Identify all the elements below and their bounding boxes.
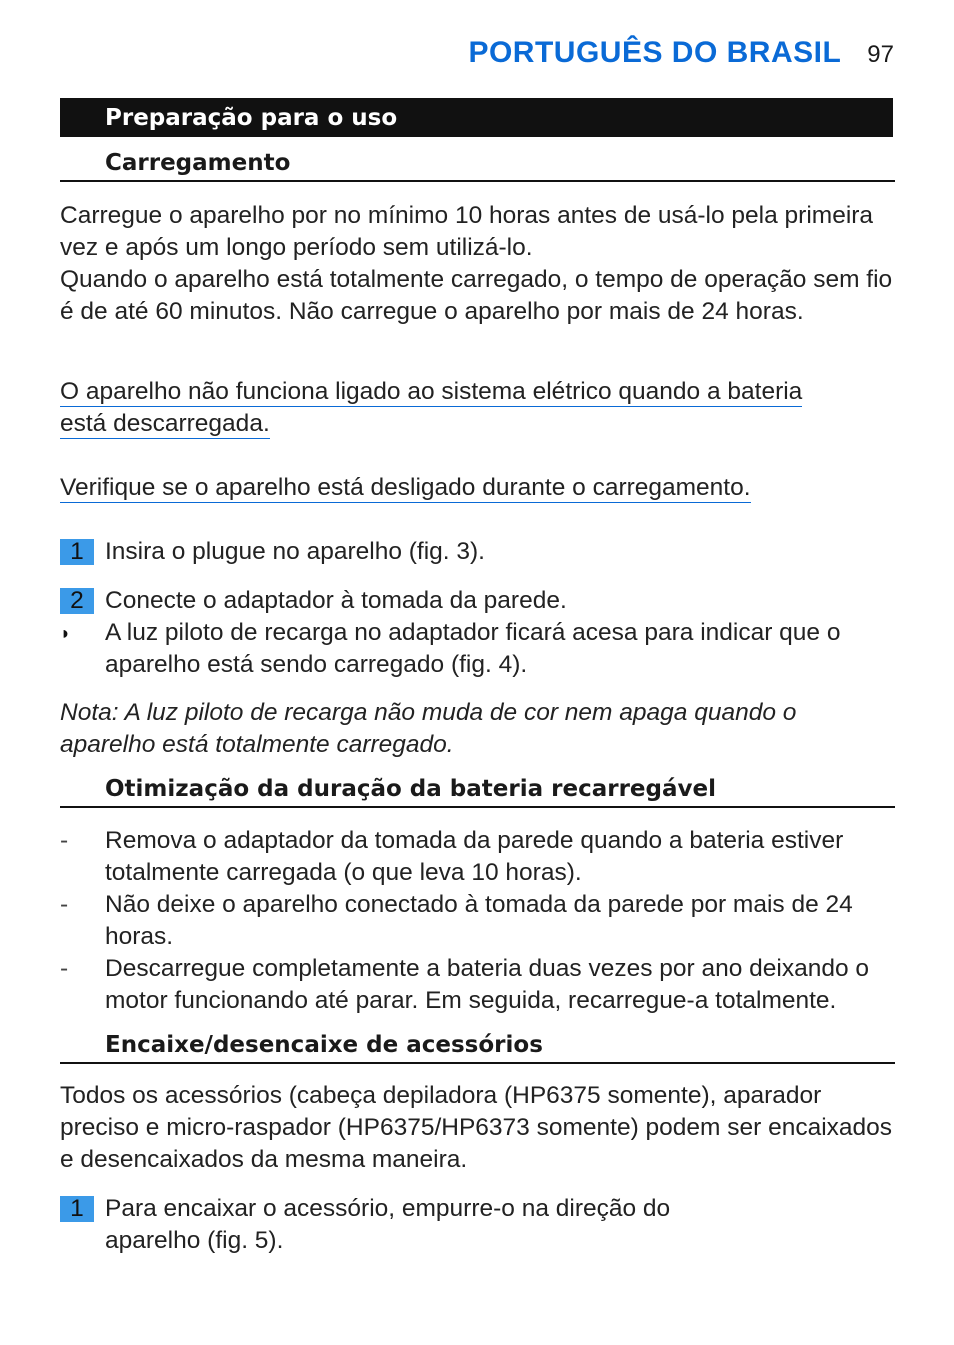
charging-para-1: Carregue o aparelho por no mínimo 10 horas antes de usá-lo pela primeira vez e após um longo período sem utilizá-lo. (60, 202, 874, 261)
list-item (60, 953, 895, 1017)
attach-step-1-line-1: Para encaixar o acessório, empurre-o na direção do (105, 1195, 671, 1222)
warning-1-line-1: O aparelho não funciona ligado ao sistema elétrico quando a bateria (60, 378, 803, 405)
warning-1-line-2: está descarregada. (60, 410, 270, 437)
step-2-text: Conecte o adaptador à tomada da parede. (105, 587, 567, 614)
step-2 (60, 585, 895, 617)
list-item-text: Não deixe o aparelho conectado à tomada da parede por mais de 24 horas. (105, 891, 853, 950)
attach-step-1-line-2: aparelho (fig. 5). (105, 1227, 284, 1254)
list-item (60, 889, 895, 953)
attach-heading (60, 1032, 895, 1064)
step-number-box: 2 (60, 588, 94, 614)
optimize-heading (60, 776, 895, 808)
attach-step-1-text (105, 1193, 670, 1257)
dash-marker: - (60, 891, 69, 918)
step-2-result (60, 617, 895, 681)
warning-2-text: Verifique se o aparelho está desligado durante o carregamento. (60, 474, 751, 501)
charging-heading-text: Carregamento (105, 150, 291, 176)
list-item-text: Descarregue completamente a bateria duas vezes por ano deixando o motor funcionando até parar. Em seguida, recarregue-a totalmente. (105, 955, 870, 1014)
step-2-result-text: A luz piloto de recarga no adaptador ficará acesa para indicar que o aparelho está sendo carregado (fig. 4). (105, 619, 841, 678)
charging-para-2: Quando o aparelho está totalmente carregado, o tempo de operação sem fio é de até 60 minutos. Não carregue o aparelho por mais de 24 horas. (60, 266, 893, 325)
step-number-box: 1 (60, 1196, 94, 1222)
language-title: PORTUGUÊS DO BRASIL (468, 36, 842, 69)
section-title: Preparação para o uso (105, 104, 398, 131)
dash-marker: - (60, 827, 69, 854)
dash-marker: - (60, 955, 69, 982)
list-item (60, 825, 895, 889)
list-item-text: Remova o adaptador da tomada da parede quando a bateria estiver totalmente carregada (o que leva 10 horas). (105, 827, 844, 886)
warning-2 (60, 472, 895, 504)
result-arrow-icon: ◗ (60, 623, 71, 643)
page-number: 97 (867, 41, 894, 68)
charging-heading (60, 150, 895, 182)
attach-heading-text: Encaixe/desencaixe de acessórios (105, 1032, 543, 1058)
page-header (60, 36, 894, 72)
attach-para: Todos os acessórios (cabeça depiladora (HP6375 somente), aparador preciso e micro-raspador (HP6375/HP6373 somente) podem ser encaixados e desencaixados da mesma maneira. (60, 1082, 893, 1173)
step-1 (60, 536, 895, 568)
warning-1 (60, 376, 895, 440)
optimize-heading-text: Otimização da duração da bateria recarregável (105, 776, 716, 802)
attach-step-1 (60, 1193, 895, 1257)
step-number-box: 1 (60, 539, 94, 565)
note: Nota: A luz piloto de recarga não muda de cor nem apaga quando o aparelho está totalmente carregado. (60, 699, 797, 758)
section-title-bar (60, 98, 893, 137)
optimize-list (60, 825, 895, 1017)
step-1-text: Insira o plugue no aparelho (fig. 3). (105, 538, 485, 565)
